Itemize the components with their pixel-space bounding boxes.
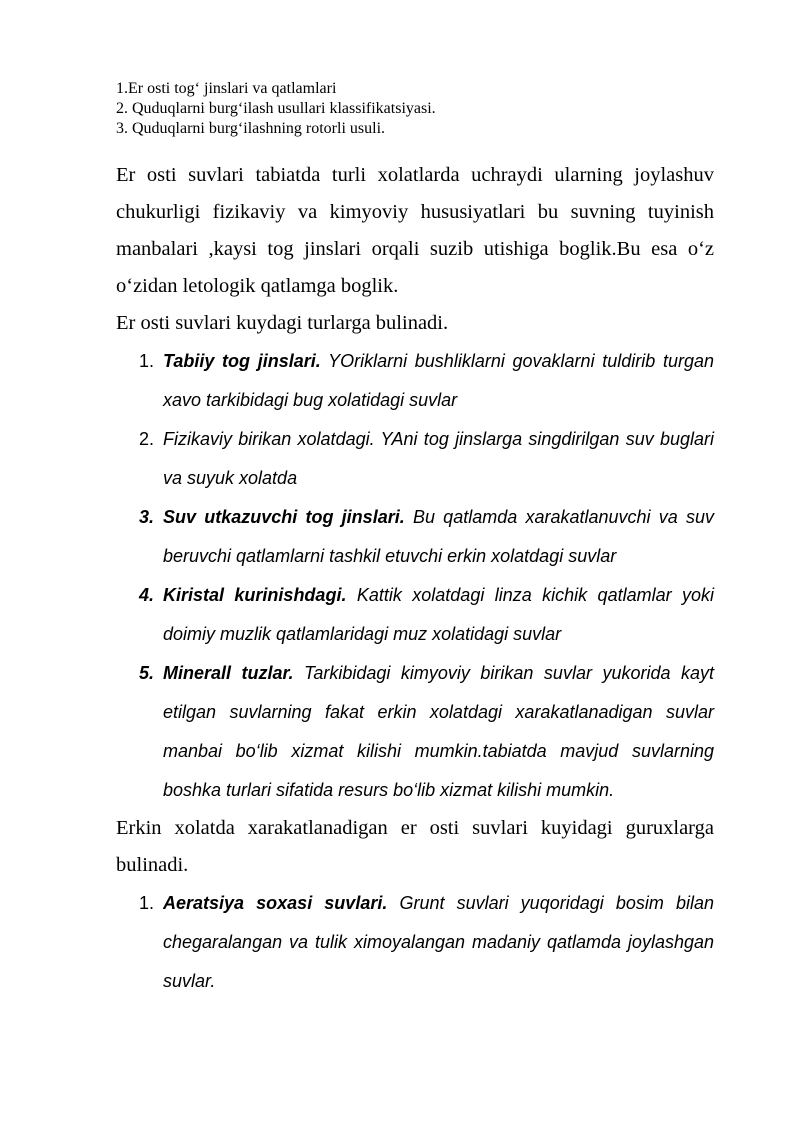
list-item bbox=[116, 420, 714, 498]
list-item bbox=[116, 654, 714, 810]
list-text: Tarkibidagi kimyoviy birikan suvlar yukorida kayt etilgan suvlarning fakat erkin xolatdagi xarakatlanadigan suvlar manbai bo‘lib xizmat kilishi mumkin.tabiatda mavjud suvlarning boshka turlari sifatida resurs bo‘lib xizmat kilishi mumkin. bbox=[163, 663, 714, 800]
list-number: 1. bbox=[139, 893, 155, 913]
water-groups-list bbox=[116, 884, 714, 1001]
list-number: 3. bbox=[139, 507, 155, 527]
water-types-list bbox=[116, 342, 714, 810]
list-text: Kattik xolatdagi linza kichik qatlamlar yoki doimiy muzlik qatlamlaridagi muz xolatidagi suvlar bbox=[163, 585, 714, 644]
list-term: Tabiiy tog jinslari. bbox=[163, 351, 321, 371]
list-number: 4. bbox=[139, 585, 155, 605]
list-term: Kiristal kurinishdagi. bbox=[163, 585, 347, 605]
list-text: YOriklarni bushliklarni govaklarni tuldirib turgan xavo tarkibidagi bug xolatidagi suvlar bbox=[163, 351, 714, 410]
topic-list bbox=[116, 79, 716, 139]
list-text: Grunt suvlari yuqoridagi bosim bilan chegaralangan va tulik ximoyalangan madaniy qatlamda joylashgan suvlar. bbox=[163, 893, 714, 991]
document-body bbox=[116, 157, 714, 1001]
list-term: Suv utkazuvchi tog jinslari. bbox=[163, 507, 405, 527]
list-text: Bu qatlamda xarakatlanuvchi va suv beruvchi qatlamlarni tashkil etuvchi erkin xolatdagi suvlar bbox=[163, 507, 714, 566]
list-item bbox=[116, 342, 714, 420]
groups-intro: Erkin xolatda xarakatlanadigan er osti suvlari kuyidagi guruxlarga bulinadi. bbox=[116, 817, 714, 876]
list-item bbox=[116, 498, 714, 576]
intro-paragraph: Er osti suvlari tabiatda turli xolatlarda uchraydi ularning joylashuv chukurligi fizikaviy va kimyoviy hususiyatlari bu suvning tuyinish manbalari ,kaysi tog jinslari orqali suzib utishiga boglik.Bu esa o‘z o‘zidan letologik qatlamga boglik. bbox=[116, 164, 714, 297]
topic-2: 2. Quduqlarni burg‘ilash usullari klassifikatsiyasi. bbox=[116, 100, 436, 117]
list-number: 2. bbox=[139, 429, 155, 449]
list-term: Aeratsiya soxasi suvlari. bbox=[163, 893, 388, 913]
list-number: 1. bbox=[139, 351, 155, 371]
topic-3: 3. Quduqlarni burg‘ilashning rotorli usuli. bbox=[116, 120, 386, 137]
list-term: Minerall tuzlar. bbox=[163, 663, 294, 683]
list-text: Fizikaviy birikan xolatdagi. YAni tog jinslarga singdirilgan suv buglari va suyuk xolatda bbox=[163, 429, 714, 488]
list-item bbox=[116, 884, 714, 1001]
types-intro: Er osti suvlari kuydagi turlarga bulinadi. bbox=[116, 312, 449, 334]
list-number: 5. bbox=[139, 663, 155, 683]
topic-1: 1.Er osti tog‘ jinslari va qatlamlari bbox=[116, 80, 337, 97]
list-item bbox=[116, 576, 714, 654]
